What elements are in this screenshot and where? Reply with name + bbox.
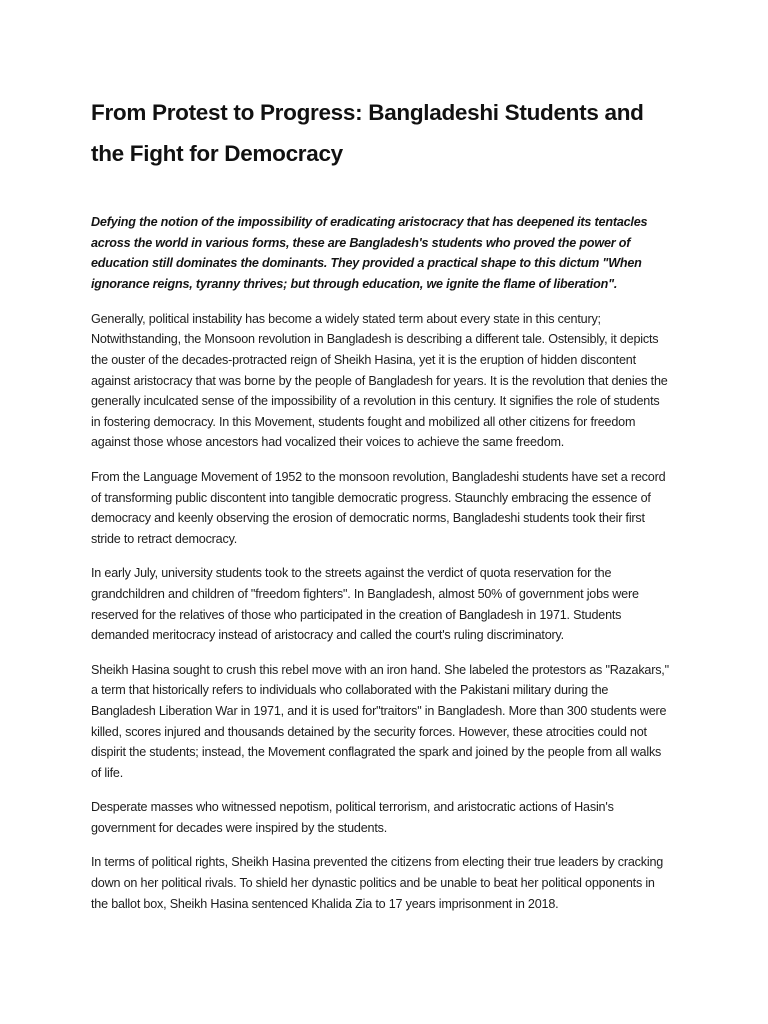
document-title: From Protest to Progress: Bangladeshi Students and the Fight for Democracy — [91, 100, 644, 166]
lead-paragraph: Defying the notion of the impossibility of eradicating aristocracy that has deepened its tentacles across the world in various forms, these are Bangladesh's students who proved the power of education still dominates the dominants. They provided a practical shape to this dictum "When ignorance reigns, tyranny thrives; but through education, we ignite the flame of liberation". — [91, 215, 648, 292]
body-paragraph: Sheikh Hasina sought to crush this rebel move with an iron hand. She labeled the protestors as "Razakars," a term that historically refers to individuals who collaborated with the Pakistani military during the Bangladesh Liberation War in 1971, and it is used for"traitors" in Bangladesh. More than 300 students were killed, scores injured and thousands detained by the security forces. However, these atrocities could not dispirit the students; instead, the Movement conflagrated the spark and joined by the people from all walks of life. — [91, 662, 669, 780]
body-paragraph: In early July, university students took to the streets against the verdict of quota reservation for the grandchildren and children of "freedom fighters". In Bangladesh, almost 50% of government jobs were reserved for the relatives of those who participated in the creation of Bangladesh in 1971. Students demanded meritocracy instead of aristocracy and called the court's ruling discriminatory. — [91, 566, 639, 643]
body-paragraph: Desperate masses who witnessed nepotism, political terrorism, and aristocratic actions of Hasin's government for decades were inspired by the students. — [91, 800, 614, 835]
body-paragraph: Generally, political instability has become a widely stated term about every state in this century; Notwithstanding, the Monsoon revolution in Bangladesh is describing a different tale. Ostensibly, it depicts the ouster of the decades-protracted reign of Sheikh Hasina, yet it is the eruption of hidden discontent against aristocracy that was borne by the people of Bangladesh for years. It is the revolution that denies the generally inculcated sense of the impossibility of a revolution in this century. It signifies the role of students in fostering democracy. In this Movement, students fought and mobilized all other citizens for freedom against those whose ancestors had vocalized their voices to achieve the same freedom. — [91, 311, 668, 450]
body-paragraph: In terms of political rights, Sheikh Hasina prevented the citizens from electing their true leaders by cracking down on her political rivals. To shield her dynastic politics and be unable to beat her political opponents in the ballot box, Sheikh Hasina sentenced Khalida Zia to 17 years imprisonment in 2018. — [91, 855, 664, 911]
body-paragraph: From the Language Movement of 1952 to the monsoon revolution, Bangladeshi students have set a record of transforming public discontent into tangible democratic progress. Staunchly embracing the essence of democracy and keenly observing the erosion of democratic norms, Bangladeshi students took their first stride to retract democracy. — [91, 469, 666, 546]
